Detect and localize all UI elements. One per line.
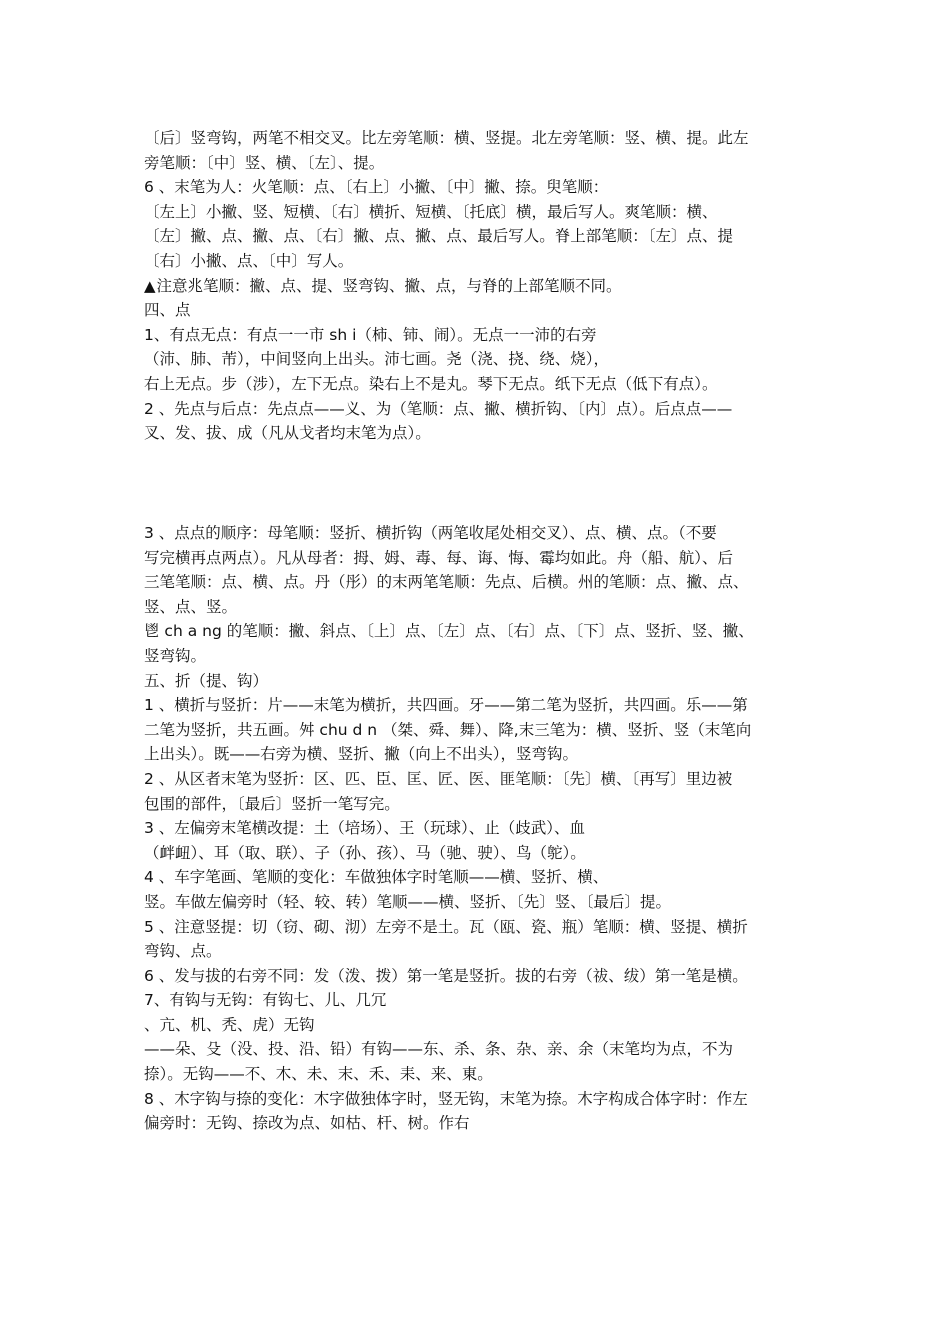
text-line: 6 、末笔为人：火笔顺：点、〔右上〕小撇、〔中〕撇、捺。臾笔顺： [144,178,609,197]
text-line: 1 、横折与竖折：片——末笔为横折，共四画。牙——第二笔为竖折，共四画。乐——第 [144,696,748,715]
text-line: 鬯 ch a ng 的笔顺：撇、斜点、〔上〕点、〔左〕点、〔右〕点、〔下〕点、竖折、竖、撇、 [144,622,754,641]
text-line: 竖。车做左偏旁时（轻、较、转）笔顺——横、竖折、〔先〕竖、〔最后〕提。 [144,892,672,911]
text-line: 〔左上〕小撇、竖、短横、〔右〕横折、短横、〔托底〕横，最后写人。爽笔顺：横、 [144,202,718,221]
text-line: 5 、注意竖提：切（窃、砌、沏）左旁不是土。瓦（瓯、瓷、瓶）笔顺：横、竖提、横折 [144,917,748,936]
text-line: 〔左〕撇、点、撇、点、〔右〕撇、点、撇、点、最后写人。脊上部笔顺：〔左〕点、提 [144,227,734,246]
text-line: 弯钩、点。 [144,942,222,961]
text-line: 7、有钩与无钩：有钩七、儿、几冗 [144,991,387,1010]
text-line: 三笔笔顺：点、横、点。丹（彤）的末两笔笔顺：先点、后横。州的笔顺：点、撇、点、 [144,573,749,592]
text-line: 叉、发、拔、成（凡从戈者均末笔为点）。 [144,424,431,443]
text-line: 〔后〕竖弯钩，两笔不相交叉。比左旁笔顺：横、竖提。北左旁笔顺：竖、横、提。此左 [144,129,749,147]
text-line: 上出头）。既——右旁为横、竖折、撇（向上不出头），竖弯钩。 [144,745,579,764]
text-line: 8 、木字钩与捺的变化：木字做独体字时，竖无钩，末笔为捺。木字构成合体字时：作左 [144,1089,748,1108]
text-line: 写完横再点两点）。凡从母者：拇、姆、毒、每、诲、悔、霉均如此。舟（船、航）、后 [144,548,734,567]
text-line: 2 、先点与后点：先点点——义、为（笔顺：点、撇、横折钩、〔内〕点）。后点点—— [144,399,733,418]
text-line: 包围的部件，〔最后〕竖折一笔写完。 [144,794,400,813]
note-text: 注意兆笔顺：撇、点、提、竖弯钩、撇、点，与脊的上部笔顺不同。 [156,276,622,295]
text-block-strokes [144,126,824,446]
text-line: 捺）。无钩——不、木、未、末、禾、耒、来、東。 [144,1065,493,1084]
section-heading: 四、点 [144,301,191,320]
text-line: 偏旁时：无钩、捺改为点、如枯、杆、树。作右 [144,1114,470,1133]
text-line: 右上无点。步（涉），左下无点。染右上不是丸。琴下无点。纸下无点（低下有点）。 [144,374,718,393]
text-line: 3 、点点的顺序：母笔顺：竖折、横折钩（两笔收尾处相交叉）、点、横、点。（不要 [144,524,717,542]
text-line: 〔右〕小撇、点、〔中〕写人。 [144,251,354,270]
section-heading: 五、折（提、钩） [144,671,269,690]
text-line: 、亢、机、秃、虎）无钩 [144,1015,315,1034]
text-line: 2 、从区者末笔为竖折：区、匹、臣、匡、匠、医、匪笔顺：〔先〕横、〔再写〕里边被 [144,769,733,788]
text-line: 4 、车字笔画、笔顺的变化：车做独体字时笔顺——横、竖折、横、 [144,868,609,887]
text-line: 二笔为竖折，共五画。舛 chu d n （桀、舜、舞）、降,末三笔为：横、竖折、竖（末笔向 [144,720,752,739]
text-line: ——朵、殳（没、投、沿、铅）有钩——东、杀、条、杂、亲、余（末笔均为点，不为 [144,1040,734,1059]
text-line: 竖弯钩。 [144,646,207,665]
text-line: （衅衄）、耳（取、联）、子（孙、孩）、马（驰、驶）、鸟（鸵）。 [144,843,586,862]
text-line: 竖、点、竖。 [144,597,238,616]
text-line: 旁笔顺：〔中〕竖、横、〔左〕、提。 [144,153,385,172]
text-line: 1、有点无点：有点一一市 sh i（柿、铈、闹）。无点一一沛的右旁 [144,325,597,344]
text-line: （沛、肺、芾），中间竖向上出头。沛七画。尧（浇、挠、绕、烧）， [144,350,610,369]
triangle-marker-icon: ▲ [144,276,156,295]
text-line: 6 、发与拔的右旁不同：发（泼、拨）第一笔是竖折。拔的右旁（祓、绂）第一笔是横。 [144,966,748,985]
text-block-dots-folds [144,521,824,1136]
text-line: 3 、左偏旁末笔横改提：土（培场）、王（玩球）、止（歧武）、血 [144,819,586,838]
note-line [144,274,824,299]
